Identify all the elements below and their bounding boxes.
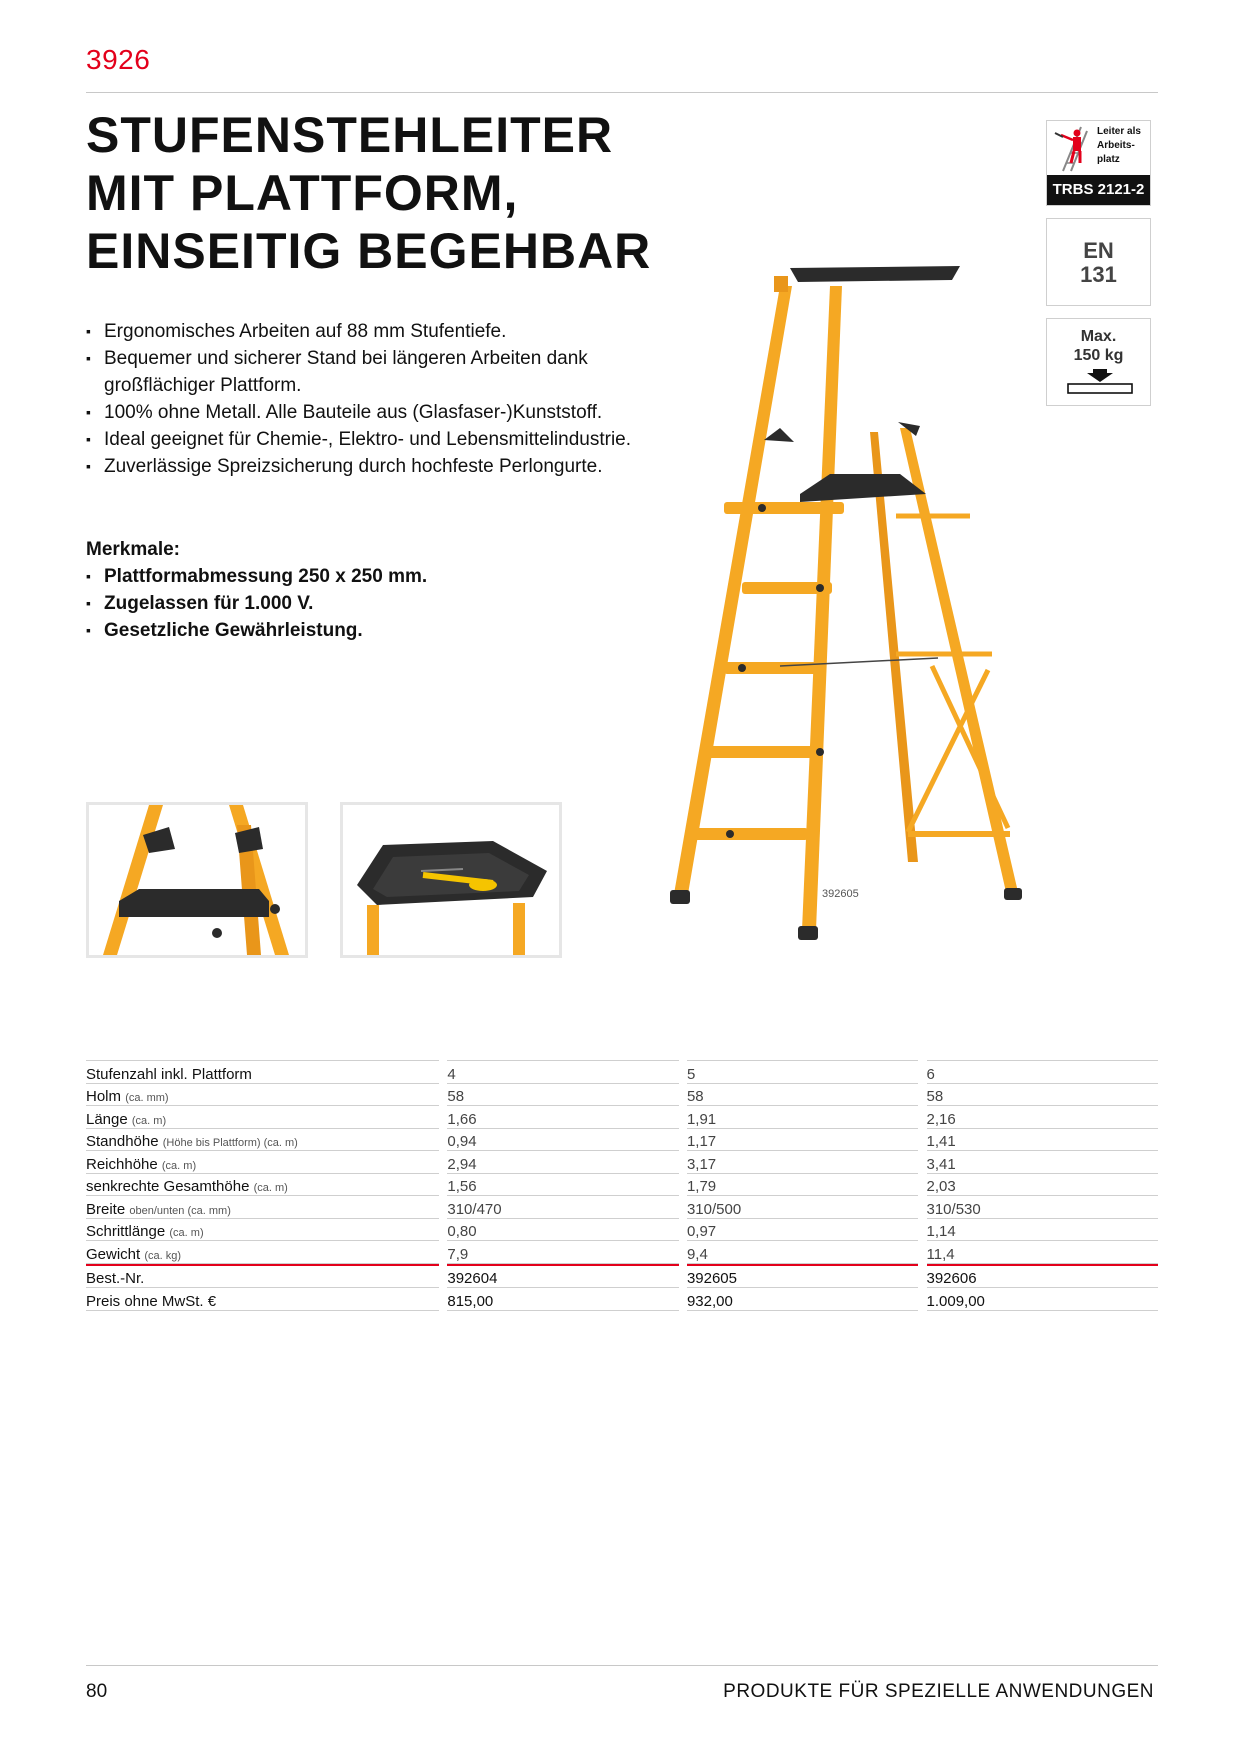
table-row (86, 1288, 1158, 1311)
table-cell: 310/530 (927, 1196, 1159, 1219)
feature-bullet-list (86, 318, 686, 480)
trbs-badge (1046, 120, 1151, 206)
table-row (86, 1106, 1158, 1129)
row-unit: (ca. m) (253, 1182, 288, 1194)
row-label-text: Standhöhe (86, 1133, 159, 1150)
table-cell: 58 (447, 1084, 678, 1107)
bullet-item: ▪ Ideal geeignet für Chemie-, Elektro- und Lebensmittelindustrie. (86, 426, 686, 453)
row-label-text: Preis ohne MwSt. € (86, 1292, 217, 1310)
table-row (86, 1174, 1158, 1197)
row-label (86, 1060, 439, 1084)
table-row (86, 1151, 1158, 1174)
table-cell: 2,94 (447, 1151, 678, 1174)
feature-item: ▪ Gesetzliche Gewährleistung. (86, 617, 427, 644)
table-cell: 0,94 (447, 1129, 678, 1152)
row-label (86, 1129, 439, 1152)
table-cell: 1,79 (687, 1174, 918, 1197)
table-row (86, 1241, 1158, 1264)
bottom-divider (86, 1665, 1158, 1666)
table-cell: 3,41 (927, 1151, 1159, 1174)
ladder-image-code: 392605 (822, 888, 859, 900)
table-cell: 5 (687, 1060, 918, 1084)
table-cell: 1,17 (687, 1129, 918, 1152)
row-label (86, 1151, 439, 1174)
feature-item: ▪ Zugelassen für 1.000 V. (86, 590, 427, 617)
row-label-text: Reichhöhe (86, 1155, 158, 1173)
row-label (86, 1219, 439, 1242)
table-cell: 1,41 (927, 1129, 1159, 1152)
ladder-product-image (670, 262, 1050, 942)
spec-table (86, 1060, 1158, 1311)
row-label-text: Gewicht (86, 1245, 141, 1263)
table-cell: 392604 (447, 1264, 678, 1289)
table-cell: 0,80 (447, 1219, 678, 1242)
row-label (86, 1084, 439, 1107)
platform-detail-image (86, 802, 308, 958)
table-cell: 1,66 (447, 1106, 678, 1129)
row-label (86, 1241, 439, 1264)
bullet-item: ▪ Zuverlässige Spreizsicherung durch hochfeste Perlongurte. (86, 453, 686, 480)
table-cell: 58 (927, 1084, 1159, 1107)
features-heading: Merkmale: (86, 539, 180, 560)
title-line: STUFENSTEHLEITER (86, 107, 614, 163)
article-number: 3926 (86, 44, 151, 75)
worker-on-ladder-icon (1051, 125, 1093, 173)
features-list (86, 563, 427, 644)
row-label-text: senkrechte Gesamthöhe (86, 1178, 250, 1195)
row-label-text: Best.-Nr. (86, 1270, 145, 1287)
row-unit: (ca. m) (161, 1159, 197, 1172)
table-cell: 1,56 (447, 1174, 678, 1197)
row-unit: (Höhe bis Plattform) (ca. m) (162, 1137, 298, 1149)
bullet-item: ▪ Ergonomisches Arbeiten auf 88 mm Stufentiefe. (86, 318, 686, 345)
table-row (86, 1219, 1158, 1242)
tool-tray-detail-image (340, 802, 562, 958)
table-cell: 1,14 (927, 1219, 1159, 1242)
trbs-band: TRBS 2121-2 (1047, 175, 1150, 205)
table-cell: 815,00 (447, 1288, 678, 1311)
table-cell: 58 (687, 1084, 918, 1107)
table-cell: 6 (927, 1060, 1159, 1084)
row-label (86, 1174, 439, 1197)
table-cell: 7,9 (447, 1241, 678, 1264)
row-label-text: Holm (86, 1088, 122, 1105)
bullet-item: ▪ Bequemer und sicherer Stand bei längeren Arbeiten dank großflächiger Plattform. (86, 345, 686, 399)
table-cell: 0,97 (687, 1219, 918, 1242)
row-label (86, 1106, 439, 1129)
table-cell: 1.009,00 (927, 1288, 1159, 1311)
title-line: EINSEITIG BEGEHBAR (86, 223, 652, 279)
row-unit: (ca. mm) (125, 1092, 169, 1104)
row-label-text: Länge (86, 1110, 128, 1128)
table-cell: 4 (447, 1060, 678, 1084)
table-row (86, 1196, 1158, 1219)
bullet-item: ▪ 100% ohne Metall. Alle Bauteile aus (Glasfaser-)Kunststoff. (86, 399, 686, 426)
row-label-text: Schrittlänge (86, 1223, 166, 1240)
table-row (86, 1129, 1158, 1152)
row-unit: (ca. m) (169, 1227, 204, 1239)
max-load-badge: Max. 150 kg (1046, 318, 1151, 406)
table-cell: 9,4 (687, 1241, 918, 1264)
row-unit: oben/unten (ca. mm) (129, 1204, 231, 1217)
table-cell: 310/470 (447, 1196, 678, 1219)
en-norm-badge: EN 131 (1046, 218, 1151, 306)
title-line: MIT PLATTFORM, (86, 165, 519, 221)
table-row (86, 1084, 1158, 1107)
table-cell: 310/500 (687, 1196, 918, 1219)
section-title: PRODUKTE FÜR SPEZIELLE ANWENDUNGEN (723, 1681, 1154, 1702)
table-cell: 2,16 (927, 1106, 1159, 1129)
table-row (86, 1060, 1158, 1084)
page-number: 80 (86, 1681, 108, 1702)
table-cell: 3,17 (687, 1151, 918, 1174)
table-cell: 11,4 (927, 1241, 1159, 1264)
table-cell: 932,00 (687, 1288, 918, 1311)
feature-item: ▪ Plattformabmessung 250 x 250 mm. (86, 563, 427, 590)
table-cell: 1,91 (687, 1106, 918, 1129)
table-cell: 392606 (927, 1264, 1159, 1289)
row-label (86, 1264, 439, 1289)
table-cell: 2,03 (927, 1174, 1159, 1197)
page-title (86, 106, 651, 280)
ladder-drawing (670, 266, 1022, 940)
trbs-label: Leiter als Arbeits- platz (1097, 126, 1141, 165)
row-unit: (ca. m) (131, 1114, 167, 1127)
table-row (86, 1264, 1158, 1289)
row-label-text: Breite (86, 1200, 126, 1218)
row-label (86, 1196, 439, 1219)
top-divider (86, 92, 1158, 93)
row-unit: (ca. kg) (144, 1249, 182, 1262)
table-cell: 392605 (687, 1264, 918, 1289)
row-label-text: Stufenzahl inkl. Plattform (86, 1065, 252, 1083)
load-scale-icon (1067, 369, 1133, 395)
row-label (86, 1288, 439, 1311)
